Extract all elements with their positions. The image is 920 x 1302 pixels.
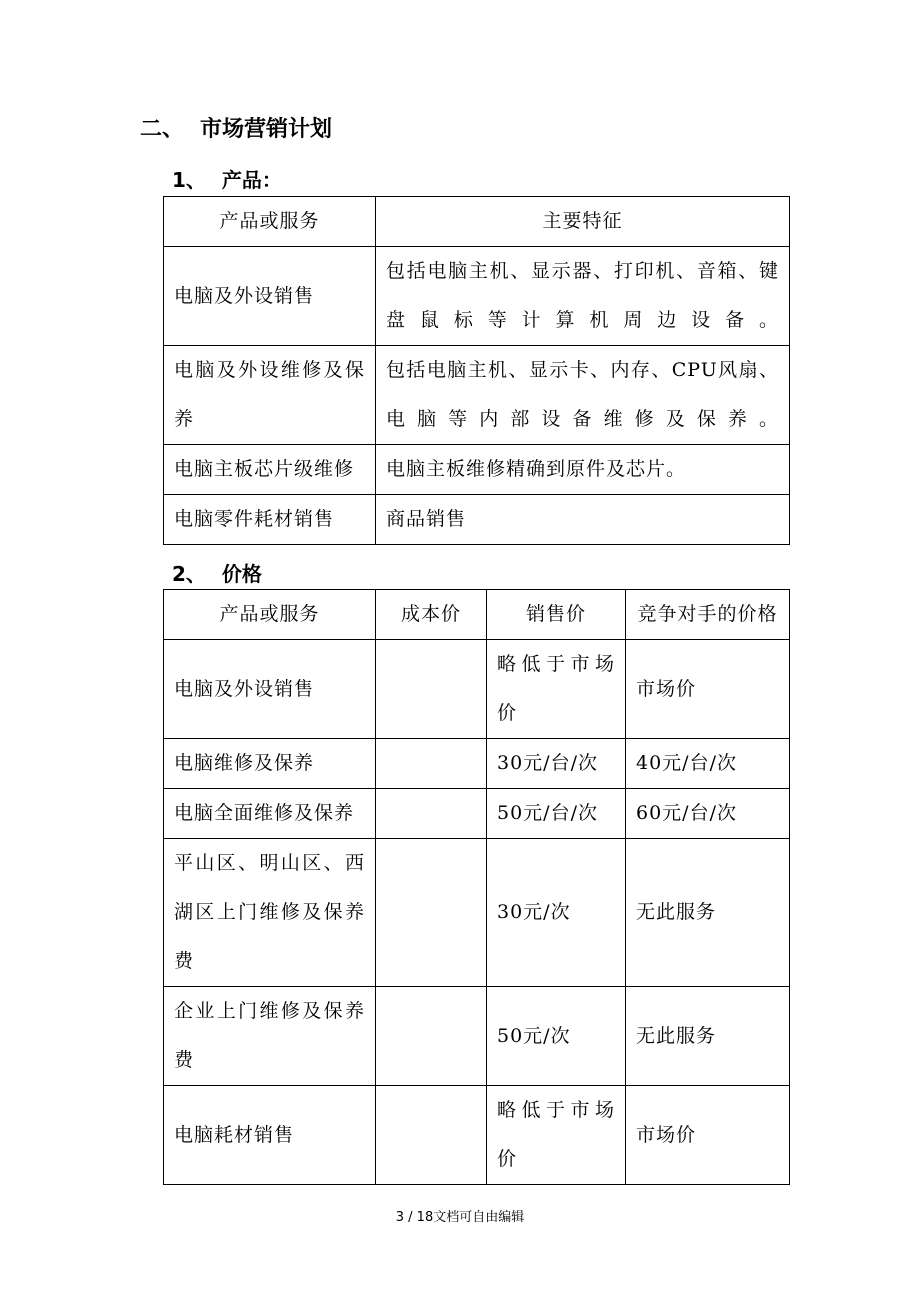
sale-price-cell: 30元/台/次 [487, 739, 626, 789]
price-name-cell: 电脑及外设销售 [164, 640, 376, 739]
product-name-cell: 电脑及外设维修及保养 [164, 346, 376, 445]
sale-price-cell: 略低于市场价 [487, 1086, 626, 1185]
table-row [164, 739, 790, 789]
price-name-cell: 电脑耗材销售 [164, 1086, 376, 1185]
competitor-price-cell: 市场价 [626, 640, 790, 739]
product-name-cell: 电脑主板芯片级维修 [164, 445, 376, 495]
table-row [164, 987, 790, 1086]
competitor-price-cell: 市场价 [626, 1086, 790, 1185]
column-header: 成本价 [376, 590, 487, 640]
cost-price-cell [376, 1086, 487, 1185]
product-name-cell: 电脑零件耗材销售 [164, 495, 376, 545]
price-name-cell: 电脑全面维修及保养 [164, 789, 376, 839]
product-feature-cell: 包括电脑主机、显示卡、内存、CPU风扇、电脑等内部设备维修及保养。 [376, 346, 790, 445]
price-name-cell: 平山区、明山区、西湖区上门维修及保养费 [164, 839, 376, 987]
price-heading-text: 价格 [221, 562, 262, 586]
table-row [164, 1086, 790, 1185]
sale-price-cell: 30元/次 [487, 839, 626, 987]
competitor-price-cell: 40元/台/次 [626, 739, 790, 789]
price-name-cell: 电脑维修及保养 [164, 739, 376, 789]
price-name-cell: 企业上门维修及保养费 [164, 987, 376, 1086]
competitor-price-cell: 60元/台/次 [626, 789, 790, 839]
column-header: 主要特征 [376, 197, 790, 247]
column-header: 竞争对手的价格 [626, 590, 790, 640]
product-table [163, 196, 790, 545]
product-feature-cell: 包括电脑主机、显示器、打印机、音箱、键盘鼠标等计算机周边设备。 [376, 247, 790, 346]
page-footer: 3 / 18文档可自由编辑 [395, 1210, 525, 1225]
section-number: 二、 [140, 117, 185, 142]
column-header: 产品或服务 [164, 197, 376, 247]
table-header-row [164, 590, 790, 640]
table-row [164, 346, 790, 445]
sale-price-cell: 50元/台/次 [487, 789, 626, 839]
competitor-price-cell: 无此服务 [626, 987, 790, 1086]
product-heading-number: 1、 [172, 168, 206, 192]
table-row [164, 839, 790, 987]
section-title: 市场营销计划 [200, 117, 333, 142]
competitor-price-cell: 无此服务 [626, 839, 790, 987]
column-header: 销售价 [487, 590, 626, 640]
product-heading [172, 164, 282, 193]
table-row [164, 789, 790, 839]
cost-price-cell [376, 839, 487, 987]
cost-price-cell [376, 739, 487, 789]
section-heading [140, 112, 332, 143]
product-name-cell: 电脑及外设销售 [164, 247, 376, 346]
price-table [163, 589, 790, 1185]
product-feature-cell: 商品销售 [376, 495, 790, 545]
price-heading-number: 2、 [172, 562, 206, 586]
column-header: 产品或服务 [164, 590, 376, 640]
price-heading [172, 558, 262, 587]
cost-price-cell [376, 789, 487, 839]
cost-price-cell [376, 640, 487, 739]
table-row [164, 247, 790, 346]
sale-price-cell: 50元/次 [487, 987, 626, 1086]
table-row [164, 445, 790, 495]
table-row [164, 640, 790, 739]
table-row [164, 495, 790, 545]
sale-price-cell: 略低于市场价 [487, 640, 626, 739]
table-header-row [164, 197, 790, 247]
product-heading-text: 产品： [221, 168, 282, 192]
product-feature-cell: 电脑主板维修精确到原件及芯片。 [376, 445, 790, 495]
cost-price-cell [376, 987, 487, 1086]
